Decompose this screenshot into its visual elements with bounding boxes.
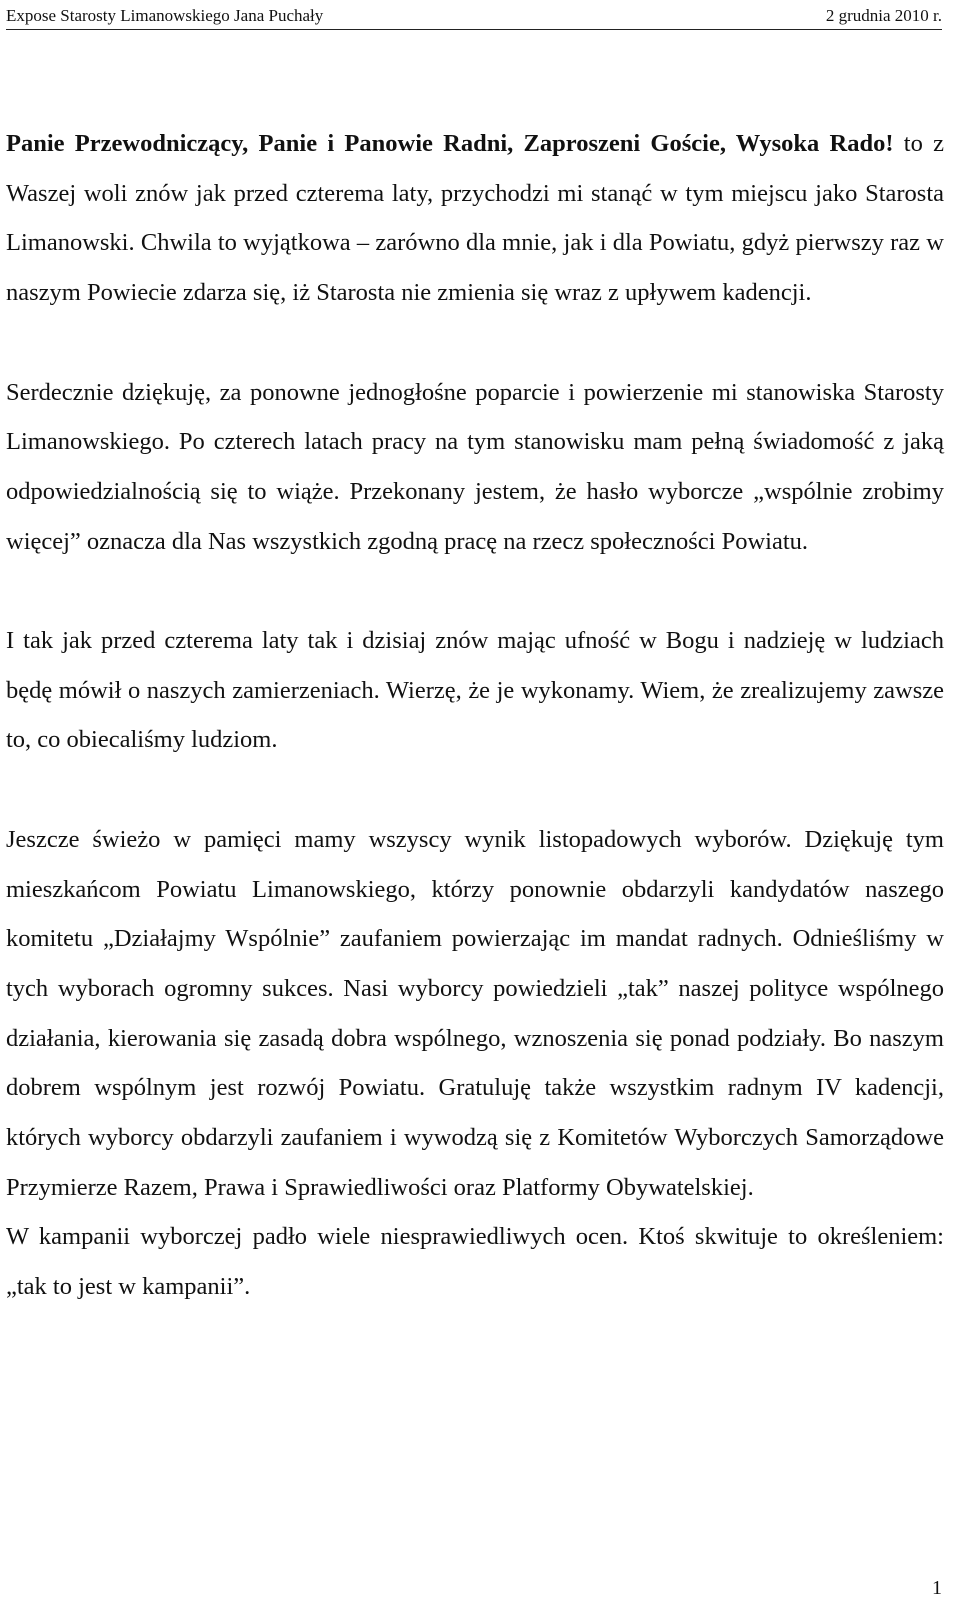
document-body	[6, 119, 944, 1312]
paragraph-hope: I tak jak przed czterema laty tak i dzisiaj znów mając ufność w Bogu i nadzieję w ludziach będę mówił o naszych zamierzeniach. Wierzę, że je wykonamy. Wiem, że zrealizujemy zawsze to, co obiecaliśmy ludziom.	[6, 627, 944, 754]
paragraph-elections: Jeszcze świeżo w pamięci mamy wszyscy wynik listopadowych wyborów. Dziękuję tym mieszkańcom Powiatu Limanowskiego, którzy ponownie obdarzyli kandydatów naszego komitetu „Działajmy Wspólnie” zaufaniem powierzając im mandat radnych. Odnieśliśmy w tych wyborach ogromny sukces. Nasi wyborcy powiedzieli „tak” naszej polityce wspólnego działania, kierowania się zasadą dobra wspólnego, wznoszenia się ponad podziały. Bo naszym dobrem wspólnym jest rozwój Powiatu. Gratuluję także wszystkim radnym IV kadencji, których wyborcy obdarzyli zaufaniem i wywodzą się z Komitetów Wyborczych Samorządowe Przymierze Razem, Prawa i Sprawiedliwości oraz Platformy Obywatelskiej.	[6, 825, 944, 1201]
paragraph-opening	[6, 119, 944, 318]
paragraph-campaign: W kampanii wyborczej padło wiele niesprawiedliwych ocen. Ktoś skwituje to określeniem: „tak to jest w kampanii”.	[6, 1223, 944, 1301]
opening-text: to z Waszej woli znów jak przed czterema laty, przychodzi mi stanąć w tym miejscu jako Starosta Limanowski. Chwila to wyjątkowa – zarówno dla mnie, jak i dla Powiatu, gdyż pierwszy raz w naszym Powiecie zdarza się, iż Starosta nie zmienia się wraz z upływem kadencji.	[6, 130, 944, 307]
paragraph-thanks: Serdecznie dziękuję, za ponowne jednogłośne poparcie i powierzenie mi stanowiska Starosty Limanowskiego. Po czterech latach pracy na tym stanowisku mam pełną świadomość z jaką odpowiedzialnością się to wiąże. Przekonany jestem, że hasło wyborcze „wspólnie zrobimy więcej” oznacza dla Nas wszystkich zgodną pracę na rzecz społeczności Powiatu.	[6, 378, 944, 555]
header-divider	[6, 29, 942, 30]
document-date: 2 grudnia 2010 r.	[825, 6, 942, 25]
page-header	[6, 4, 942, 32]
salutation: Panie Przewodniczący, Panie i Panowie Radni, Zaproszeni Goście, Wysoka Rado!	[6, 130, 894, 157]
document-title: Expose Starosty Limanowskiego Jana Puchały	[6, 6, 324, 25]
page-number: 1	[932, 1577, 942, 1599]
